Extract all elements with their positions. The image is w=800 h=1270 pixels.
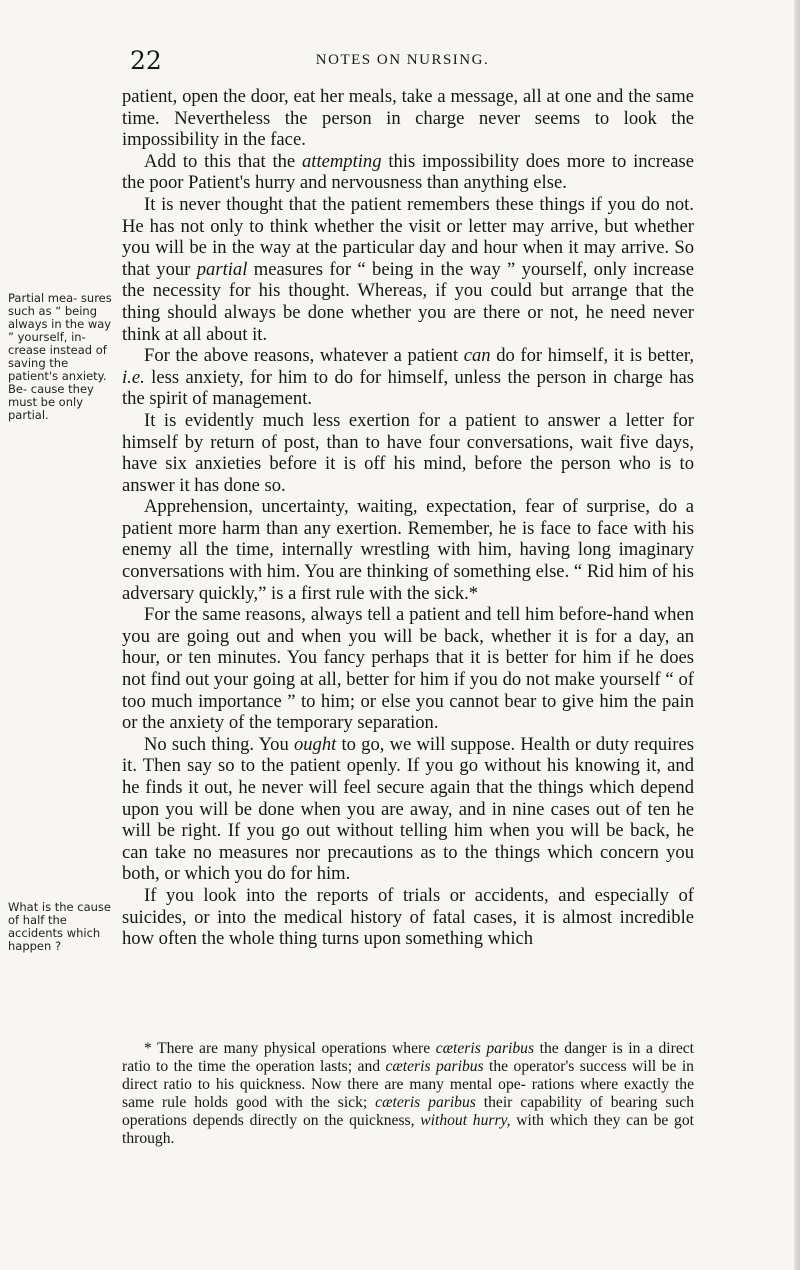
paragraph: If you look into the reports of trials or accidents, and especially of suicides, or into the medical history of fatal cases, it is almost incredible how often the whole thing turns upon something which (122, 884, 694, 950)
margin-note-accidents: What is the cause of half the accidents which happen ? (8, 900, 111, 953)
footnote (122, 1040, 694, 1148)
paragraph: It is never thought that the patient remembers these things if you do not. He has not only to think whether the visit or letter may arrive, but whether you will be in the way at the particular day and hour when it may arrive. So that your partial measures for “ being in the way ” yourself, only increase the necessity for his thought. Whereas, if you could but arrange that the thing should always be done whether you are there or not, he need never think at all about it. (122, 193, 694, 345)
paragraph: patient, open the door, eat her meals, take a message, all at one and the same time. Nevertheless the person in charge never seems to look the impossibility in the face. (122, 86, 694, 151)
paragraph: Add to this that the attempting this impossibility does more to increase the poor Patient's hurry and nervousness than anything else. (122, 150, 694, 194)
running-head: NOTES ON NURSING. (315, 52, 490, 68)
footnote-text: * There are many physical operations where cæteris paribus the danger is in a direct ratio to the time the operation lasts; and cæteris paribus the operator's success will be in direct ratio to his quickness. Now there are many mental ope- rations where exactly the same rule holds good with the sick; cæteris paribus their capability of bearing such operations depends directly on the quickness, without hurry, with which they can be got through. (122, 1040, 694, 1147)
paragraph: It is evidently much less exertion for a patient to answer a letter for himself by return of post, than to have four conversations, wait five days, have six anxieties before it is off his mind, before the person who is to answer it has done so. (122, 409, 694, 496)
page-edge-shadow (794, 0, 800, 1270)
page-number: 22 (130, 46, 162, 75)
paragraph: For the same reasons, always tell a patient and tell him before-hand when you are going out and when you will be back, whether it is for a day, an hour, or ten minutes. You fancy perhaps that it is better for him if he does not find out your going at all, better for him if you do not make yourself “ of too much importance ” to him; or else you cannot bear to give him the pain or the anxiety of the temporary separation. (122, 604, 694, 734)
page-header (130, 46, 675, 76)
paragraph: No such thing. You ought to go, we will suppose. Health or duty requires it. Then say so to the patient openly. If you go without his knowing it, and he finds it out, he never will feel secure again that the things which depend upon you will be done when you are away, and in nine cases out of ten he will be right. If you go out without telling him when you will be back, he can take no measures nor precautions as to the things which concern you both, or which you do for him. (122, 733, 694, 885)
body-text (122, 86, 694, 950)
paragraph: For the above reasons, whatever a patient can do for himself, it is better, i.e. less anxiety, for him to do for himself, unless the person in charge has the spirit of management. (122, 345, 694, 410)
paragraph: Apprehension, uncertainty, waiting, expectation, fear of surprise, do a patient more harm than any exertion. Remember, he is face to face with his enemy all the time, internally wrestling with him, having long imaginary conversations with him. You are thinking of something else. “ Rid him of his adversary quickly,” is a first rule with the sick.* (122, 496, 694, 604)
margin-note-partial-measures: Partial mea- sures such as “ being always in the way ” yourself, in- crease instead of saving the patient's anxiety. Be- cause they must be only partial. (8, 291, 112, 422)
